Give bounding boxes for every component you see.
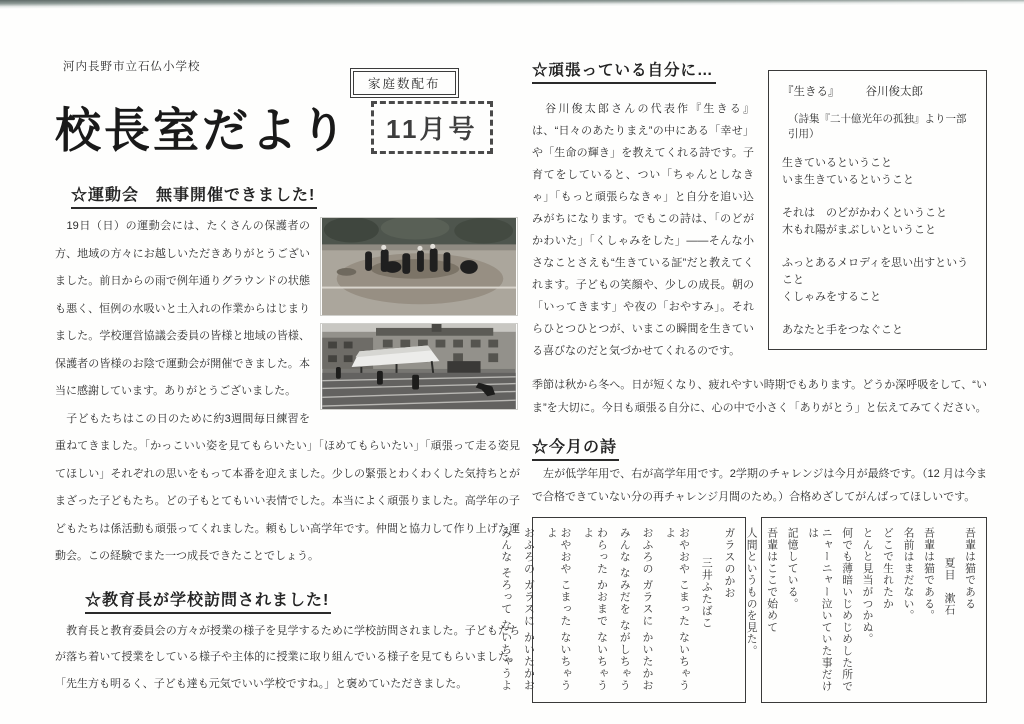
lower-grade-poem-box <box>499 517 746 703</box>
poem-title: ガラスのかお <box>723 527 735 600</box>
poem-line: みんな なみだを ながしちゃう <box>618 527 631 692</box>
poem-line: 記憶している。 <box>786 527 799 610</box>
poem-title: 吾輩は猫である <box>964 527 976 610</box>
distribution-badge <box>350 68 459 98</box>
ikiru-line: いま生きているということ <box>782 174 914 187</box>
ikiru-line: ふっとあるメロディを思い出すということ <box>782 257 969 287</box>
sports-day-heading: ☆運動会 無事開催できました! <box>71 182 317 209</box>
newsletter-title: 校長室だより <box>55 103 349 158</box>
poem-line: おふろの ガラスに かいたかお <box>522 527 535 692</box>
ikiru-poem-title: 『生きる』 <box>782 86 840 98</box>
poem-line: 吾輩はここで始めて <box>766 527 779 634</box>
ikiru-line: あなたと手をつなぐこと <box>782 324 903 337</box>
sports-day-paragraph-1: 19日（日）の運動会には、たくさんの保護者の方、地域の方々にお越しいただきありがとうございました。前日からの雨で例年通りグラウンドの状態も悪く、恒例の水吸いと土入れの作業からはじまりました。学校運営協議会委員の皆様と地域の皆様、保護者の皆様のお陰で運動会が開催できました。本当に感謝しています。ありがとうございました。 <box>55 220 310 397</box>
ikiru-poem-header <box>782 83 974 99</box>
ikiru-line: 木もれ陽がまぶしいということ <box>782 224 936 237</box>
distribution-badge-label: 家庭数配布 <box>353 71 456 95</box>
poem-line: おふろの ガラスに かいたかお <box>641 527 653 692</box>
poem-line: おやおや こまった ないちゃうよ <box>545 527 571 692</box>
school-name: 河内長野市立石仏小学校 <box>63 61 201 73</box>
upper-grade-poem-box <box>745 517 987 703</box>
right-column <box>499 58 987 703</box>
left-column <box>55 58 520 703</box>
poem-line: みんな そろって ないちゃうよ <box>499 527 512 692</box>
poem-line: 吾輩は猫である。 <box>923 527 936 622</box>
poem-line: 人間というものを見た。 <box>745 527 758 658</box>
poem-author: 夏目 漱石 <box>943 557 956 617</box>
to-yourself-heading: ☆頑張っている自分に… <box>532 58 716 84</box>
ikiru-line: 生きているということ <box>782 157 892 169</box>
ikiru-poem-author: 谷川俊太郎 <box>865 86 923 98</box>
poem-line: おやおや こまった ないちゃうよ <box>663 527 690 692</box>
sports-day-photos <box>320 217 520 410</box>
ground-preparation-photo <box>320 217 518 316</box>
poem-line: 名前はまだない。 <box>902 527 915 622</box>
poem-author: 三井ふたばこ <box>700 557 713 630</box>
superintendent-heading: ☆教育長が学校訪問されました! <box>85 587 331 614</box>
to-yourself-article <box>532 58 754 362</box>
ikiru-poem-box <box>768 70 987 350</box>
poem-line: わらった かおまで ないちゃうよ <box>581 527 608 692</box>
right-top-row <box>532 58 987 362</box>
ikiru-poem-source: （詩集『二十億光年の孤独』より一部引用） <box>788 113 967 140</box>
page-content <box>55 58 987 703</box>
scan-edge-artifact <box>0 0 1024 9</box>
season-paragraph: 季節は秋から冬へ。日が短くなり、疲れやすい時期でもあります。どうか深呼吸をして、“いま”を大切に。今日も頑張る自分に、心の中で小さく「ありがとう」と伝えてみてください。 <box>532 379 987 415</box>
poem-boxes <box>499 517 987 703</box>
poem-line: どこで生れたか <box>882 527 895 610</box>
sports-day-paragraph-2: 子どもたちはこの日のために約3週間毎日練習を重ねてきました。「かっこいい姿を見てもらいたい」「ほめてもらいたい」「頑張って走る姿見てほしい」それぞれの思いをもって本番を迎えました。少しの緊張とわくわくした気持ちとがまざった子どもたち。どの子もとてもいい表情でした。本当によく頑張りました。高学年の子どもたちは係活動も頑張ってくれました。頼もしい高学年です。仲間と協力して作り上げた運動会。この経験でまた一つ成長できたことでしょう。 <box>55 412 520 562</box>
poem-line: とんと見当がつかぬ。 <box>861 527 874 646</box>
monthly-poems-intro: 左が低学年用で、右が高学年用です。2学期のチャレンジは今月が最終です。（12 月は今まで合格できていない分の再チャレンジ月間のため。）合格めざしてがんばってほしいです。 <box>532 468 987 504</box>
monthly-poems-heading: ☆今月の詩 <box>532 434 619 461</box>
title-row <box>55 94 520 160</box>
issue-badge: 11月号 <box>371 101 493 154</box>
poem-line: ニャーニャー泣いていた事だけは <box>807 527 833 693</box>
ikiru-line: それは のどがかわくということ <box>782 207 947 220</box>
superintendent-paragraph: 教育長と教育委員会の方々が授業の様子を見学するために学校訪問されました。子どもたちが落ち着いて授業をしている様子や主体的に授業に取り組んでいる様子を見てもらいました。「先生方も明るく、子ども達も元気でいい学校ですね。」と褒めていただきました。 <box>55 624 520 691</box>
schoolyard-tent-photo <box>320 323 518 410</box>
ikiru-line: くしゃみをすること <box>782 291 881 304</box>
poem-line: 何でも薄暗いじめじめした所で <box>841 527 854 693</box>
sports-day-article <box>55 213 520 571</box>
to-yourself-paragraph: 谷川俊太郎さんの代表作『生きる』は、“日々のあたりまえ”の中にある「幸せ」や「生命の輝き」を教えてくれる詩です。子育てをしていると、つい「ちゃんとしなきゃ」「もっと頑張らなきゃ」と自分を追い込みがちになります。でもこの詩は、「のどがかわいた」「くしゃみをした」――そんな小さなことさえも“生きている証”だと教えてくれます。子どもの笑顔や、少しの成長。朝の「いってきます」や夜の「おやすみ」。それらひとつひとつが、いまこの瞬間を生きている喜びなのだと気づかせてくれるのです。 <box>532 103 754 357</box>
